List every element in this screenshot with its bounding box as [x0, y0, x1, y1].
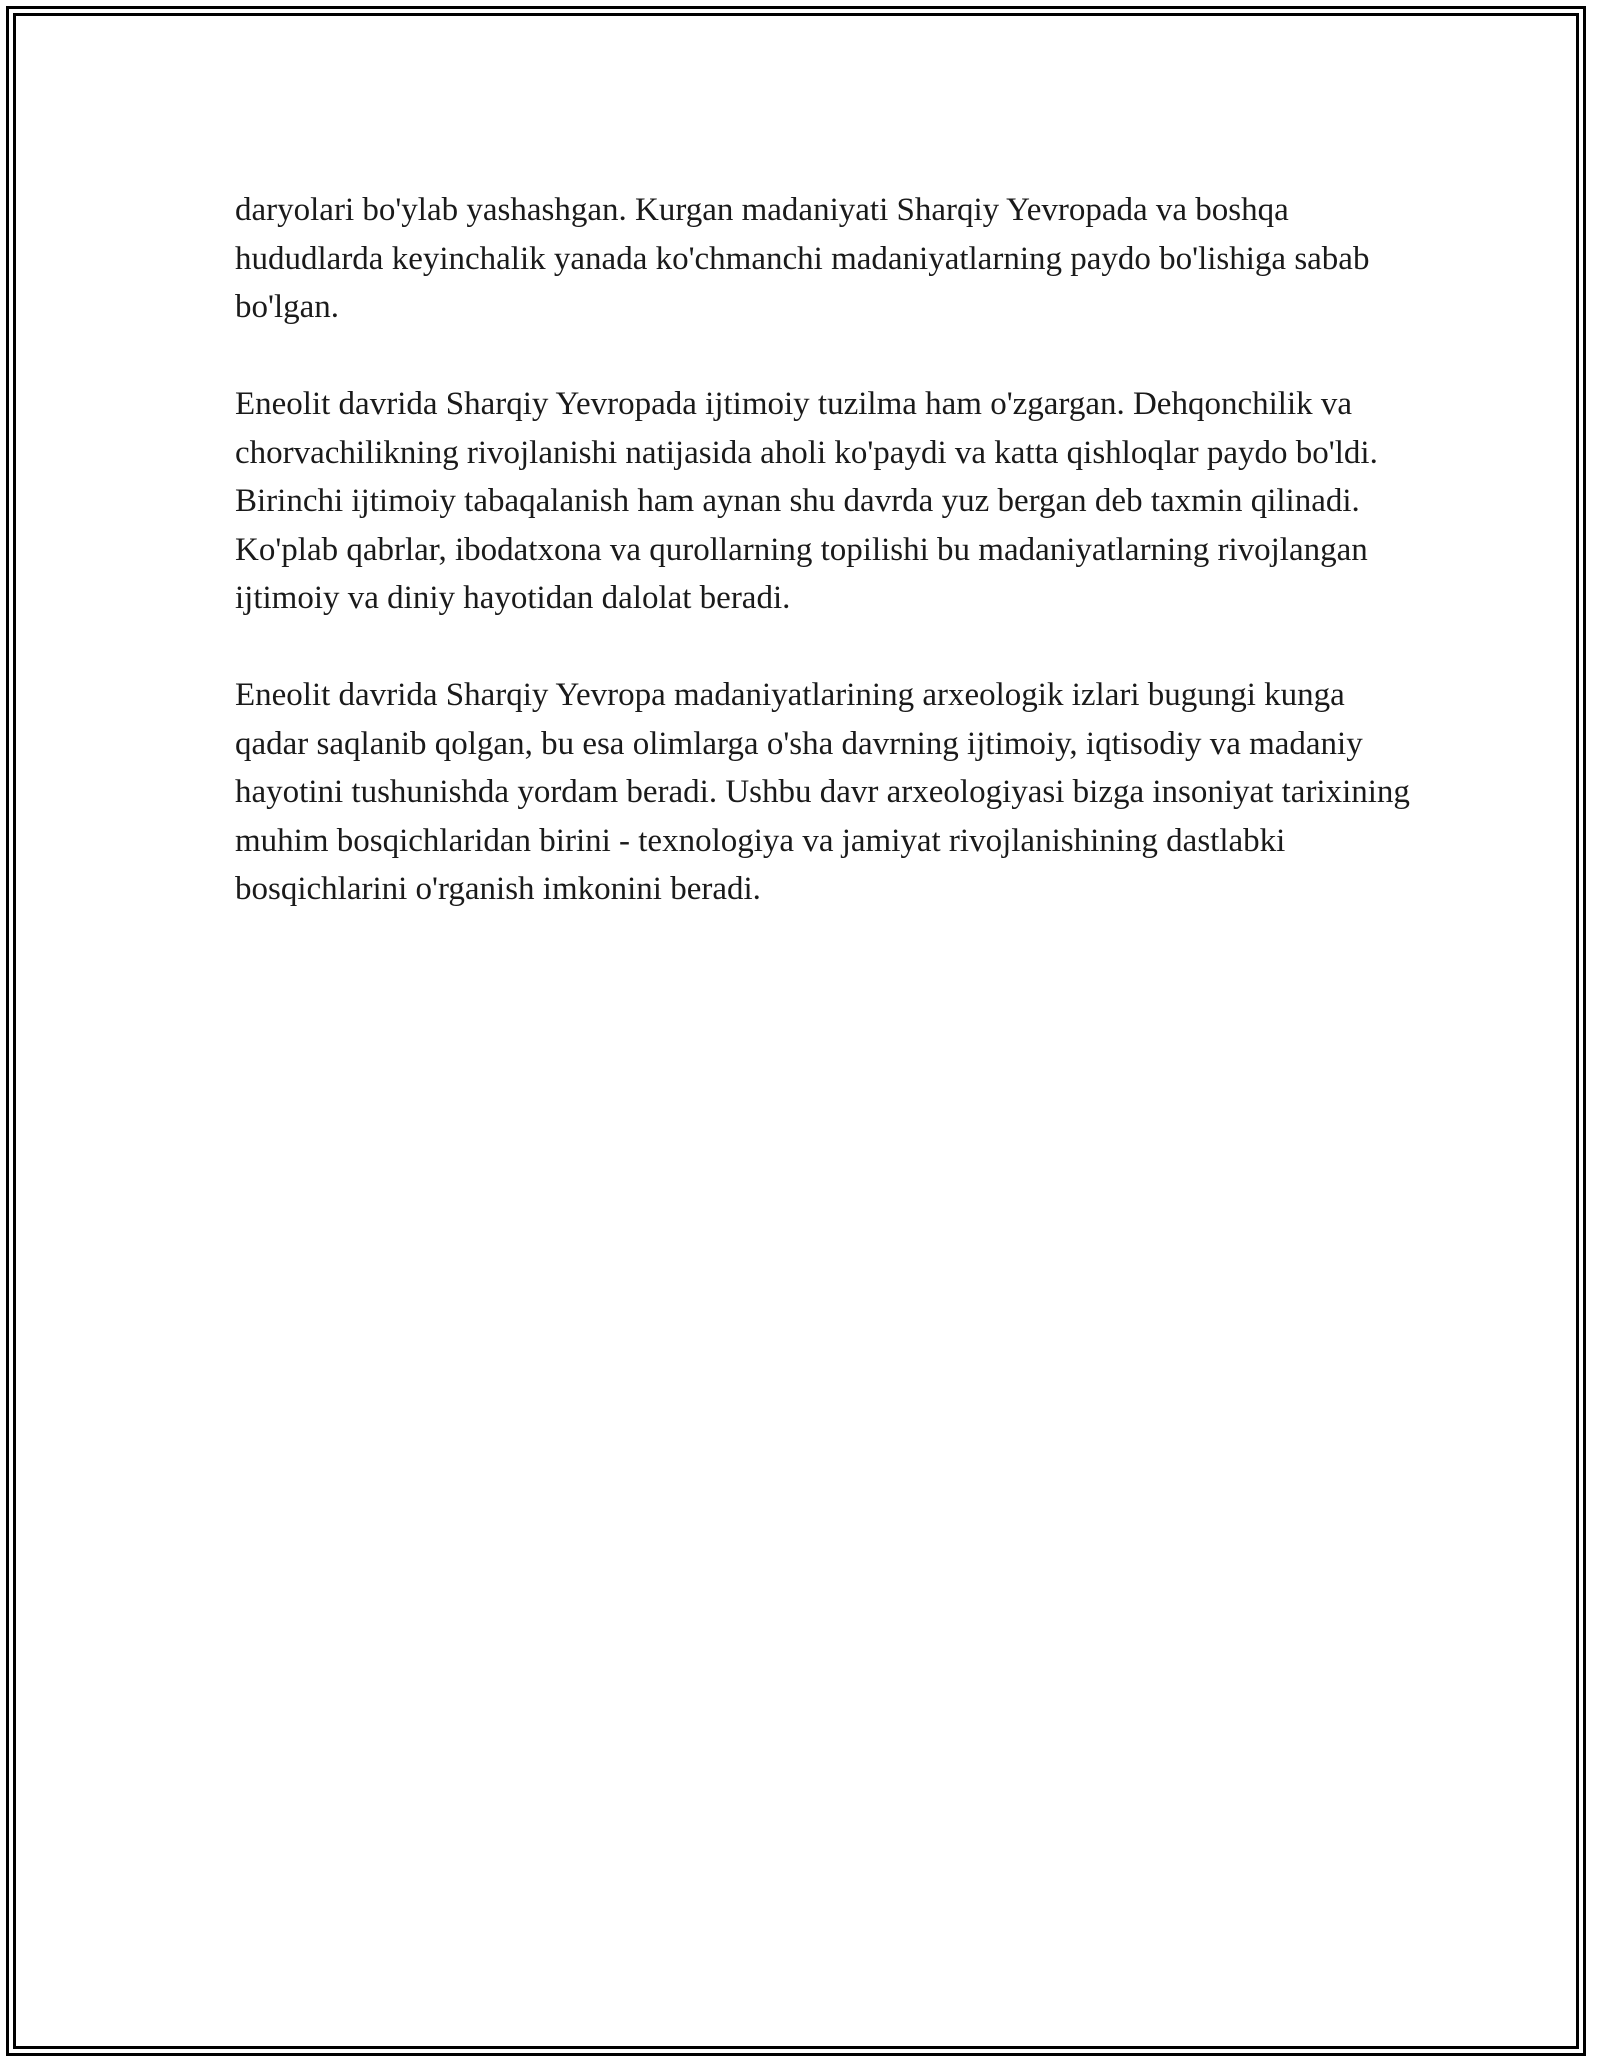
paragraph-1: daryolari bo'ylab yashashgan. Kurgan madaniyati Sharqiy Yevropada va boshqa hududlarda keyinchalik yanada ko'chmanchi madaniyatlarning paydo bo'lishiga sabab bo'lgan. [235, 192, 1370, 325]
paragraph-2: Eneolit davrida Sharqiy Yevropada ijtimoiy tuzilma ham o'zgargan. Dehqonchilik va chorvachilikning rivojlanishi natijasida aholi ko'paydi va katta qishloqlar paydo bo'ldi. Birinchi ijtimoiy tabaqalanish ham aynan shu davrda yuz bergan deb taxmin qilinadi. Ko'plab qabrlar, ibodatxona va qurollarning topilishi bu madaniyatlarning rivojlangan ijtimoiy va diniy hayotidan dalolat beradi. [235, 386, 1378, 616]
document-body [235, 186, 1415, 962]
paragraph-3: Eneolit davrida Sharqiy Yevropa madaniyatlarining arxeologik izlari bugungi kunga qadar saqlanib qolgan, bu esa olimlarga o'sha davrning ijtimoiy, iqtisodiy va madaniy hayotini tushunishda yordam beradi. Ushbu davr arxeologiyasi bizga insoniyat tarixining muhim bosqichlaridan birini - texnologiya va jamiyat rivojlanishining dastlabki bosqichlarini o'rganish imkonini beradi. [235, 677, 1410, 907]
